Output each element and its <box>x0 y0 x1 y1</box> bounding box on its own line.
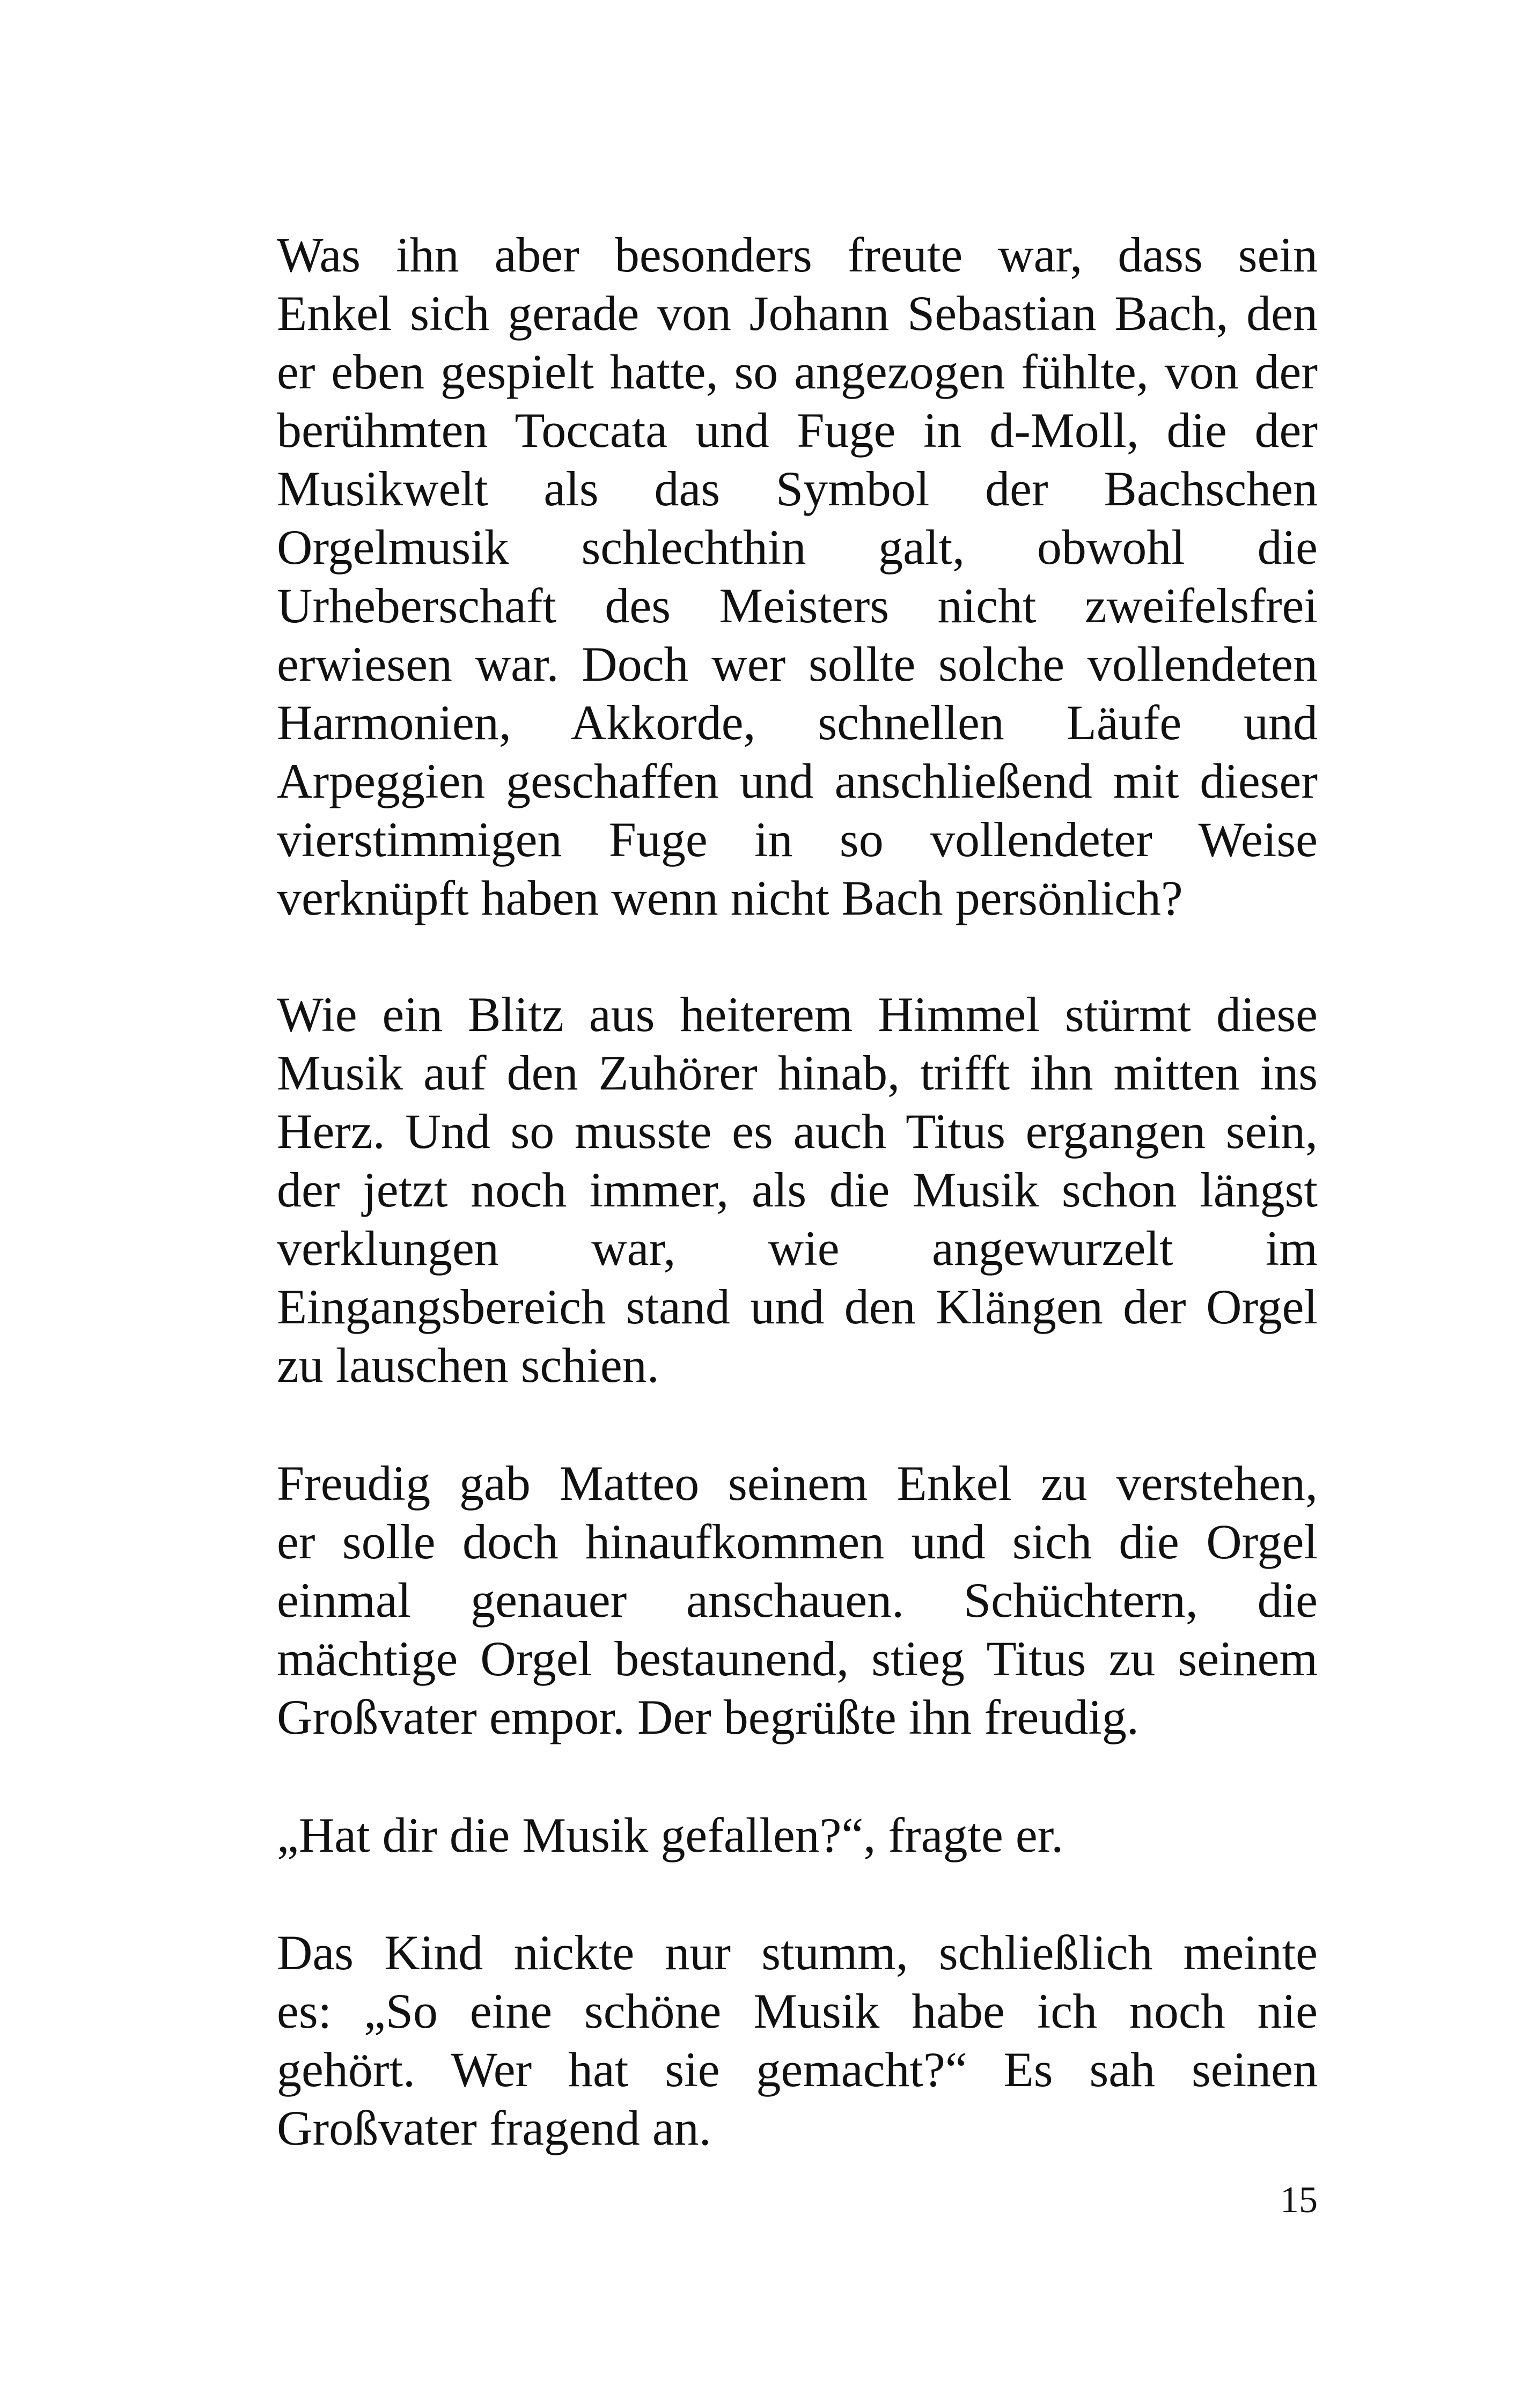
text-line: Eingangsbereich stand und den Klängen der Orgel <box>277 1279 1318 1334</box>
text-line: Musik auf den Zuhörer hinab, trifft ihn mitten ins <box>277 1045 1318 1100</box>
text-line: Großvater empor. Der begrüßte ihn freudig. <box>277 1690 1139 1744</box>
text-line: Orgelmusik schlechthin galt, obwohl die <box>277 520 1318 575</box>
text-line: es: „So eine schöne Musik habe ich noch nie <box>277 1984 1318 2038</box>
paragraph-3 <box>217 1454 1318 1747</box>
text-line: „Hat dir die Musik gefallen?“, fragte er. <box>277 1808 1064 1862</box>
page-number: 15 <box>1280 2179 1318 2221</box>
text-line: gehört. Wer hat sie gemacht?“ Es sah seinen <box>277 2042 1318 2097</box>
paragraph-1 <box>217 226 1318 927</box>
text-line: Wie ein Blitz aus heiterem Himmel stürmt diese <box>277 987 1318 1042</box>
text-line: erwiesen war. Doch wer sollte solche vollendeten <box>277 637 1318 691</box>
text-line: verknüpft haben wenn nicht Bach persönlich? <box>277 871 1183 925</box>
text-line: der jetzt noch immer, als die Musik schon längst <box>277 1162 1318 1217</box>
text-line: Freudig gab Matteo seinem Enkel zu verstehen, <box>277 1456 1318 1511</box>
paragraph-2 <box>217 985 1318 1395</box>
text-line: verklungen war, wie angewurzelt im <box>277 1221 1318 1276</box>
page-body <box>217 226 1318 2157</box>
text-line: Was ihn aber besonders freute war, dass sein <box>277 227 1318 282</box>
text-line: vierstimmigen Fuge in so vollendeter Weise <box>277 812 1318 867</box>
text-line: er eben gespielt hatte, so angezogen fühlte, von der <box>277 344 1318 399</box>
text-line: Arpeggien geschaffen und anschließend mit dieser <box>277 754 1318 808</box>
text-line: Harmonien, Akkorde, schnellen Läufe und <box>277 695 1318 750</box>
paragraph-5 <box>217 1924 1318 2157</box>
text-line: Herz. Und so musste es auch Titus ergangen sein, <box>277 1104 1318 1159</box>
text-line: Das Kind nickte nur stumm, schließlich meinte <box>277 1925 1318 1980</box>
text-line: zu lauschen schien. <box>277 1338 659 1393</box>
text-line: mächtige Orgel bestaunend, stieg Titus zu seinem <box>277 1631 1318 1686</box>
text-line: berühmten Toccata und Fuge in d-Moll, die der <box>277 403 1318 458</box>
text-line: Urheberschaft des Meisters nicht zweifelsfrei <box>277 578 1318 633</box>
paragraph-4 <box>217 1806 1318 1865</box>
text-line: er solle doch hinaufkommen und sich die Orgel <box>277 1514 1318 1569</box>
text-line: Großvater fragend an. <box>277 2101 711 2155</box>
text-line: einmal genauer anschauen. Schüchtern, die <box>277 1573 1318 1628</box>
text-line: Enkel sich gerade von Johann Sebastian Bach, den <box>277 286 1318 341</box>
text-line: Musikwelt als das Symbol der Bachschen <box>277 461 1318 516</box>
